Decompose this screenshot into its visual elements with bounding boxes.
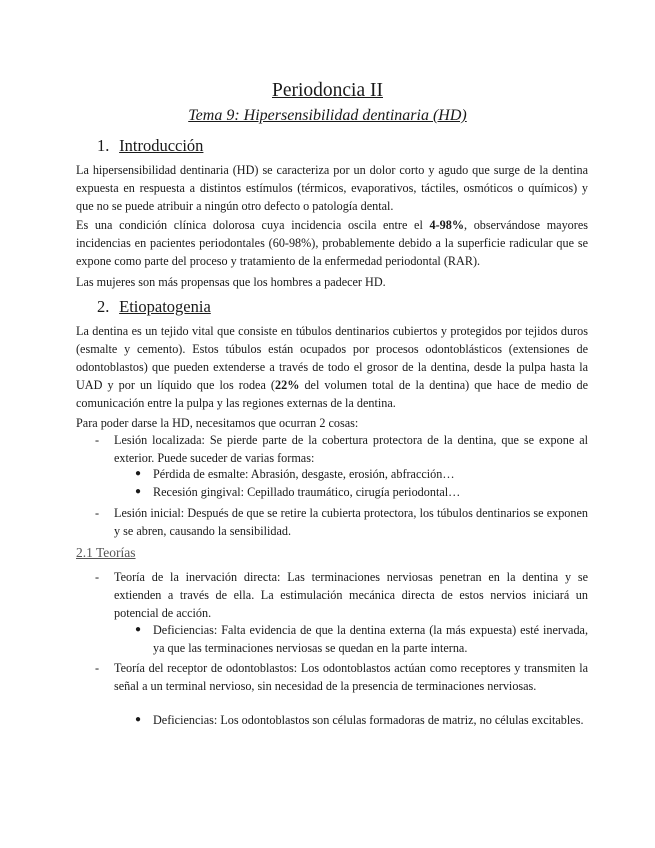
section-heading-etiopatogenia (97, 297, 211, 317)
section-title: Introducción (119, 136, 204, 155)
paragraph-conditions: Para poder darse la HD, necesitamos que ocurran 2 cosas: (76, 416, 359, 430)
subsection-heading-teorias: 2.1 Teorías (76, 545, 136, 560)
dash-marker: - (95, 661, 100, 675)
document-title: Periodoncia II (271, 80, 383, 101)
paragraph-incidence (76, 216, 588, 270)
sublist-item-deficiencias-2: Deficiencias: Los odontoblastos son células formadoras de matriz, no células excitables. (153, 713, 584, 727)
text-run: del volumen total de la dentina) que hace de medio de comunicación entre la pulpa y las regiones externas de la dentina. (76, 378, 588, 410)
document-subtitle: Tema 9: Hipersensibilidad dentinaria (HD) (188, 107, 467, 124)
section-number: 1. (97, 136, 110, 155)
dash-marker: - (95, 506, 100, 520)
list-item-inervacion-directa: Teoría de la inervación directa: Las terminaciones nerviosas penetran en la dentina y se extienden a través de ella. La estimulación mecánica directa de estos nervios iniciará un potencial de acción. (114, 570, 588, 620)
section-title: Etiopatogenia (119, 297, 211, 316)
section-number: 2. (97, 297, 110, 316)
bullet-icon: ● (135, 624, 142, 635)
section-heading-introduccion (97, 136, 203, 156)
list-item-lesion-inicial: Lesión inicial: Después de que se retire la cubierta protectora, los túbulos dentinarios se exponen y se abren, causando la sensibilidad. (114, 506, 588, 538)
bullet-icon: ● (135, 714, 142, 725)
paragraph-women: Las mujeres son más propensas que los hombres a padecer HD. (76, 275, 386, 289)
list-item-lesion-localizada: Lesión localizada: Se pierde parte de la cobertura protectora de la dentina, que se expone al exterior. Puede suceder de varias formas: (114, 433, 588, 465)
bullet-icon: ● (135, 486, 142, 497)
sublist-item-deficiencias-1: Deficiencias: Falta evidencia de que la dentina externa (la más expuesta) esté inervada, ya que las terminaciones nerviosas se quedan en la parte interna. (153, 623, 588, 655)
sublist-item-recesion: Recesión gingival: Cepillado traumático, cirugía periodontal… (153, 485, 461, 499)
dash-marker: - (95, 433, 100, 447)
paragraph-definition: La hipersensibilidad dentinaria (HD) se caracteriza por un dolor corto y agudo que surge de la dentina expuesta en respuesta a distintos estímulos (térmicos, evaporativos, táctiles, osmóticos o químicos) y que no se puede atribuir a ningún otro defecto o patología dental. (76, 163, 588, 213)
text-run: Es una condición clínica dolorosa cuya incidencia oscila entre el (76, 218, 430, 232)
list-item-receptor-odontoblastos: Teoría del receptor de odontoblastos: Los odontoblastos actúan como receptores y transmiten la señal a un terminal nervioso, sin necesidad de la presencia de terminaciones nerviosas. (114, 661, 588, 693)
text-run: La dentina es un tejido vital que consiste en túbulos dentinarios cubiertos y protegidos por tejidos duros (esmalte y cemento). Estos túbulos están ocupados por procesos odontoblásticos (extensiones de odontoblastos) que pueden extenderse a través de todo el grosor de la dentina, desde la pulpa hasta la UAD y por un líquido que los rodea ( (76, 324, 588, 392)
bold-text: 4-98% (429, 218, 465, 232)
text-run: , observándose mayores incidencias en pacientes periodontales (60-98%), probablemente debido a la superficie radicular que se expone como parte del proceso y tratamiento de la enfermedad periodontal (RAR). (76, 218, 588, 268)
bold-text: 22% (275, 378, 300, 392)
paragraph-dentina (76, 322, 588, 412)
sublist-item-esmalte: Pérdida de esmalte: Abrasión, desgaste, erosión, abfracción… (153, 467, 455, 481)
bullet-icon: ● (135, 468, 142, 479)
dash-marker: - (95, 570, 100, 584)
